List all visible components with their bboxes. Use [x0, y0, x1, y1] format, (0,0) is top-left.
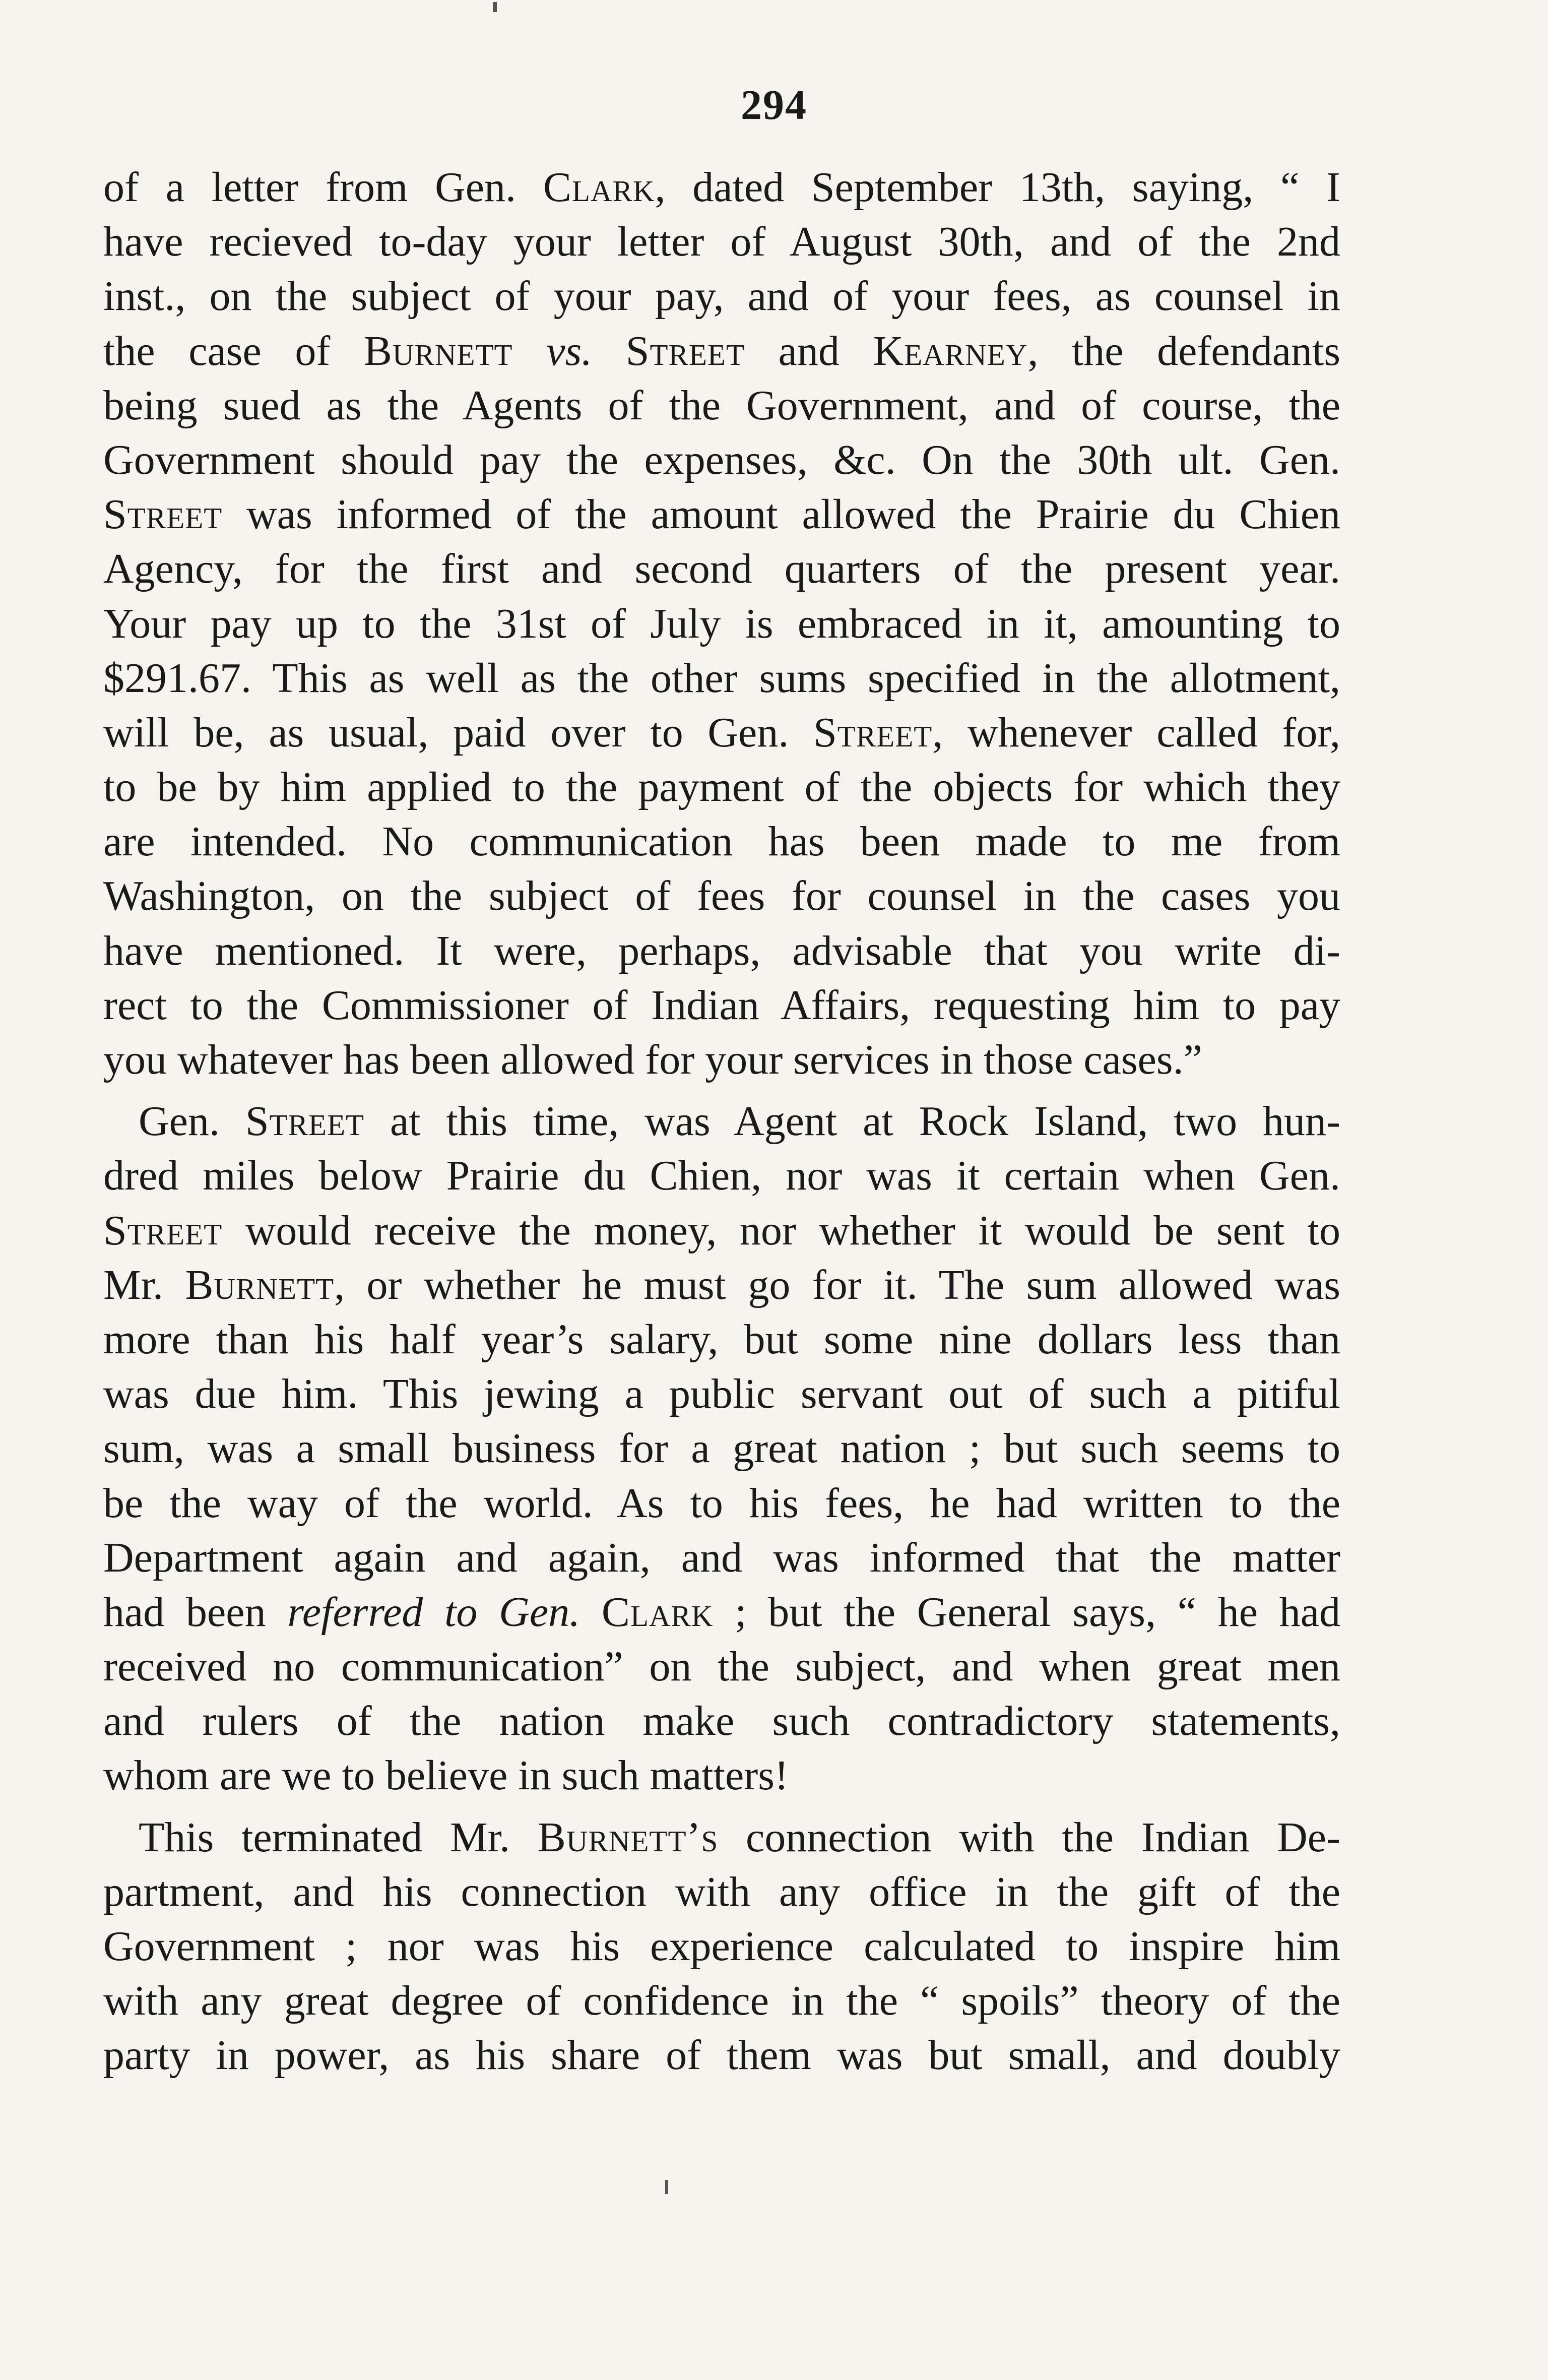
- text-line: [103, 924, 1340, 978]
- text-run: connection with the Indian De-: [718, 1813, 1340, 1861]
- text-line: [103, 1919, 1340, 1974]
- text-run: Your pay up to the 31st of July is embraced in it, amounting to: [103, 600, 1340, 647]
- text-line: [103, 1585, 1340, 1640]
- text-line: [103, 1865, 1340, 1919]
- text-run: Mr.: [103, 1261, 185, 1308]
- text-run: more than his half year’s salary, but some nine dollars less than: [103, 1316, 1340, 1363]
- text-run: [513, 328, 547, 374]
- text-run: Department again and again, and was informed that the matter: [103, 1534, 1340, 1581]
- text-run: and rulers of the nation make such contradictory statements,: [103, 1698, 1340, 1745]
- small-caps-name: Street: [103, 1207, 223, 1254]
- text-run: will be, as usual, paid over to Gen.: [103, 709, 814, 756]
- text-run: Washington, on the subject of fees for counsel in the cases you: [103, 872, 1340, 920]
- text-run: and: [745, 327, 873, 374]
- text-run: ; but the General says, “ he had: [713, 1588, 1340, 1636]
- text-run: sum, was a small business for a great nation ; but such seems to: [103, 1425, 1340, 1472]
- text-run: Gen.: [139, 1098, 245, 1145]
- text-line: [103, 542, 1340, 596]
- text-line: [103, 1094, 1340, 1149]
- text-run: inst., on the subject of your pay, and of your fees, as counsel in: [103, 273, 1340, 320]
- text-run: Agency, for the first and second quarters of the present year.: [103, 545, 1340, 593]
- body-text: [103, 160, 1340, 2083]
- small-caps-name: Street: [813, 709, 933, 756]
- small-caps-name: Burnett: [363, 327, 513, 374]
- small-caps-name: Kearney: [873, 327, 1028, 374]
- text-line: [103, 1531, 1340, 1585]
- paragraph-gap: [103, 1087, 1340, 1094]
- text-run: are intended. No communication has been made to me from: [103, 818, 1340, 865]
- text-run: rect to the Commissioner of Indian Affairs, requesting him to pay: [103, 981, 1340, 1029]
- text-line: [103, 597, 1340, 651]
- text-line: [103, 1694, 1340, 1748]
- text-run: Government ; nor was his experience calculated to inspire him: [103, 1923, 1340, 1970]
- text-line: [103, 1640, 1340, 1694]
- text-run: at this time, was Agent at Rock Island, two hun-: [364, 1098, 1340, 1145]
- text-run: $291.67. This as well as the other sums specified in the allotment,: [103, 654, 1340, 702]
- text-run: [592, 328, 626, 374]
- text-line: [103, 815, 1340, 869]
- text-line: [103, 1974, 1340, 2028]
- italic-text: referred to Gen.: [287, 1588, 580, 1636]
- text-run: had been: [103, 1588, 288, 1636]
- text-run: you whatever has been allowed for your services in those cases.”: [103, 1036, 1202, 1083]
- text-run: the case of: [103, 327, 364, 374]
- text-run: was due him. This jewing a public servant out of such a pitiful: [103, 1370, 1340, 1418]
- text-line: [103, 1258, 1340, 1312]
- text-run: whom are we to believe in such matters!: [103, 1752, 789, 1799]
- text-line: [103, 1033, 1340, 1087]
- text-run: dred miles below Prairie du Chien, nor was it certain when Gen.: [103, 1152, 1340, 1200]
- text-line: [103, 2028, 1340, 2083]
- text-line: [103, 215, 1340, 269]
- text-line: [103, 433, 1340, 487]
- text-run: This terminated Mr.: [139, 1813, 538, 1861]
- page-number: 294: [741, 82, 807, 129]
- small-caps-name: Street: [103, 491, 223, 538]
- text-line: [103, 760, 1340, 815]
- text-run: , the defendants: [1027, 327, 1341, 374]
- text-run: , whenever called for,: [932, 709, 1341, 756]
- text-line: [103, 160, 1340, 215]
- text-run: party in power, as his share of them was but small, and doubly: [103, 2032, 1340, 2079]
- text-run: would receive the money, nor whether it would be sent to: [222, 1207, 1340, 1254]
- text-run: have mentioned. It were, perhaps, advisable that you write di-: [103, 927, 1340, 974]
- text-line: [103, 324, 1340, 379]
- text-run: of a letter from Gen.: [103, 164, 543, 211]
- text-line: [103, 1312, 1340, 1367]
- text-line: [103, 706, 1340, 760]
- text-run: have recieved to-day your letter of August 30th, and of the 2nd: [103, 218, 1340, 266]
- text-line: [103, 379, 1340, 433]
- text-line: [103, 1367, 1340, 1421]
- small-caps-name: Burnett: [185, 1261, 335, 1308]
- text-run: with any great degree of confidence in the “ spoils” theory of the: [103, 1977, 1340, 2025]
- italic-text: vs.: [546, 327, 593, 374]
- text-run: was informed of the amount allowed the Prairie du Chien: [222, 491, 1340, 538]
- text-run: to be by him applied to the payment of the objects for which they: [103, 764, 1340, 811]
- text-run: , dated September 13th, saying, “ I: [655, 164, 1340, 211]
- text-run: partment, and his connection with any office in the gift of the: [103, 1868, 1340, 1915]
- text-line: [103, 978, 1340, 1033]
- small-caps-name: Street: [245, 1098, 365, 1145]
- small-caps-name: Burnett’s: [537, 1813, 719, 1861]
- scan-speck: [493, 2, 497, 12]
- text-run: being sued as the Agents of the Government, and of course, the: [103, 382, 1340, 429]
- text-line: [103, 869, 1340, 923]
- text-run: be the way of the world. As to his fees, he had written to the: [103, 1479, 1340, 1527]
- text-line: [103, 651, 1340, 706]
- paragraph-gap: [103, 1803, 1340, 1810]
- text-run: Government should pay the expenses, &c. On the 30th ult. Gen.: [103, 436, 1340, 483]
- scan-speck: [665, 2180, 668, 2194]
- small-caps-name: Clark: [543, 164, 655, 211]
- text-run: received no communication” on the subject, and when great men: [103, 1643, 1340, 1690]
- text-line: [103, 1748, 1340, 1803]
- text-run: , or whether he must go for it. The sum allowed was: [334, 1261, 1340, 1308]
- small-caps-name: Street: [625, 327, 745, 374]
- text-line: [103, 1421, 1340, 1476]
- small-caps-name: Clark: [601, 1588, 714, 1636]
- text-line: [103, 487, 1340, 542]
- text-line: [103, 1476, 1340, 1531]
- text-line: [103, 1810, 1340, 1865]
- text-run: [580, 1589, 602, 1636]
- text-line: [103, 1149, 1340, 1203]
- text-line: [103, 269, 1340, 324]
- text-line: [103, 1204, 1340, 1258]
